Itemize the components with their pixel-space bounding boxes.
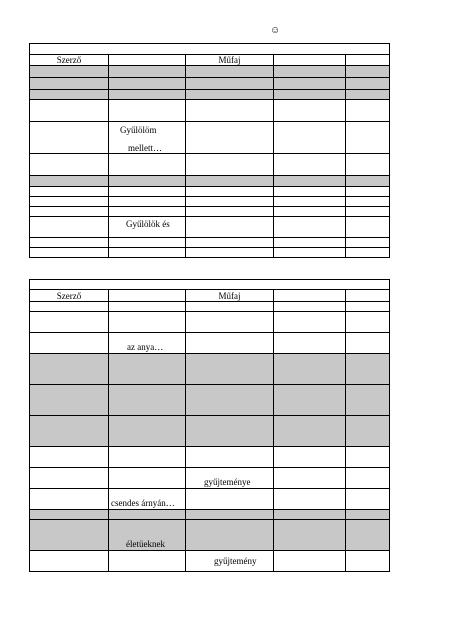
table-cell	[30, 354, 109, 385]
table-cell	[274, 78, 346, 90]
table-cell	[346, 510, 390, 520]
table-cell	[109, 312, 186, 333]
table-cell	[109, 100, 186, 122]
table-cell	[186, 447, 274, 468]
table-cell	[274, 248, 346, 258]
table-row	[30, 197, 390, 207]
table-row	[30, 78, 390, 90]
table-cell	[186, 154, 274, 176]
text-gyujtemeny: gyűjtemény	[214, 556, 257, 566]
table-row	[30, 100, 390, 122]
table-cell	[30, 207, 109, 217]
table-cell	[186, 100, 274, 122]
table-cell	[30, 78, 109, 90]
table-cell	[109, 90, 186, 100]
table-cell	[109, 154, 186, 176]
table-cell	[346, 333, 390, 354]
table-cell	[186, 187, 274, 197]
table-cell	[186, 176, 274, 187]
table-cell	[346, 302, 390, 312]
table-cell	[346, 154, 390, 176]
table-row	[30, 217, 390, 238]
table-cell	[30, 468, 109, 489]
table-row	[30, 551, 390, 572]
table-cell	[30, 520, 109, 551]
table-row	[30, 354, 390, 385]
table-cell	[186, 520, 274, 551]
text-gyulolok-es: Gyűlölök és	[126, 219, 170, 229]
table-cell	[274, 197, 346, 207]
table-cell	[109, 238, 186, 248]
table-cell	[30, 333, 109, 354]
table-row	[30, 468, 390, 489]
table-cell	[186, 416, 274, 447]
table-row	[30, 489, 390, 510]
table-cell	[109, 66, 186, 78]
table-cell	[274, 207, 346, 217]
table-cell	[346, 207, 390, 217]
table-cell	[30, 44, 390, 55]
table-title-row	[30, 280, 390, 290]
table-row	[30, 154, 390, 176]
table-row	[30, 510, 390, 520]
table-cell	[109, 197, 186, 207]
table-cell	[186, 510, 274, 520]
author-genre-table-2	[29, 279, 390, 572]
header-genre: Műfaj	[186, 290, 274, 302]
table-cell	[30, 187, 109, 197]
table-cell	[274, 416, 346, 447]
table-cell	[274, 302, 346, 312]
table-row	[30, 302, 390, 312]
table-cell	[346, 354, 390, 385]
table-row	[30, 248, 390, 258]
author-genre-table-1	[29, 43, 390, 258]
header-author: Szerző	[30, 290, 109, 302]
table-cell	[346, 447, 390, 468]
table-cell	[346, 489, 390, 510]
table-cell	[30, 385, 109, 416]
table-cell	[30, 489, 109, 510]
table-cell	[274, 385, 346, 416]
smiley-icon: ☺	[270, 25, 281, 36]
table-row	[30, 66, 390, 78]
table-header-row	[30, 290, 390, 302]
table-cell	[109, 290, 186, 302]
table-row	[30, 187, 390, 197]
table-cell	[109, 248, 186, 258]
table-cell	[274, 100, 346, 122]
table-cell	[186, 489, 274, 510]
table-cell	[186, 385, 274, 416]
table-cell	[274, 66, 346, 78]
table-cell	[109, 354, 186, 385]
table-cell	[274, 510, 346, 520]
table-cell	[30, 447, 109, 468]
table-cell	[274, 122, 346, 154]
text-az-anya: az anya…	[127, 342, 164, 352]
text-gyujtemenye: gyűjteménye	[204, 477, 251, 487]
table-cell	[346, 66, 390, 78]
table-cell	[109, 520, 186, 551]
table-cell	[274, 154, 346, 176]
table-cell	[109, 122, 186, 154]
table-cell	[30, 238, 109, 248]
table-cell	[30, 176, 109, 187]
table-cell	[30, 154, 109, 176]
table-cell	[109, 551, 186, 572]
table-cell	[274, 489, 346, 510]
table-cell	[186, 90, 274, 100]
table-cell	[186, 468, 274, 489]
table-cell	[186, 238, 274, 248]
table-cell	[109, 416, 186, 447]
table-cell	[109, 302, 186, 312]
text-eletueknek: életüeknek	[126, 539, 165, 549]
table-cell	[186, 302, 274, 312]
table-cell	[346, 238, 390, 248]
table-cell	[109, 333, 186, 354]
table-cell	[274, 90, 346, 100]
table-cell	[186, 551, 274, 572]
text-mellett: mellett…	[128, 143, 162, 153]
table-cell	[346, 248, 390, 258]
table-cell	[30, 551, 109, 572]
table-cell	[346, 197, 390, 207]
table-cell	[30, 100, 109, 122]
table-cell	[30, 312, 109, 333]
table-header-row	[30, 55, 390, 66]
text-csendes-arnyan: csendes árnyán…	[111, 498, 175, 508]
table-cell	[109, 468, 186, 489]
table-row	[30, 122, 390, 154]
table-row	[30, 520, 390, 551]
table-cell	[109, 176, 186, 187]
table-cell	[346, 78, 390, 90]
table-cell	[346, 176, 390, 187]
table-cell	[346, 416, 390, 447]
table-row	[30, 176, 390, 187]
table-cell	[186, 122, 274, 154]
table-cell	[346, 551, 390, 572]
table-cell	[346, 217, 390, 238]
table-cell	[109, 489, 186, 510]
table-cell	[30, 302, 109, 312]
table-cell	[274, 176, 346, 187]
table-cell	[274, 217, 346, 238]
table-cell	[346, 468, 390, 489]
table-cell	[274, 290, 346, 302]
table-row	[30, 90, 390, 100]
table-cell	[30, 217, 109, 238]
table-cell	[346, 55, 390, 66]
table-cell	[186, 333, 274, 354]
table-cell	[30, 197, 109, 207]
table-cell	[30, 416, 109, 447]
table-cell	[109, 187, 186, 197]
table-cell	[274, 238, 346, 248]
table-cell	[186, 248, 274, 258]
table-cell	[274, 520, 346, 551]
table-cell	[109, 447, 186, 468]
table-cell	[30, 248, 109, 258]
table-cell	[346, 187, 390, 197]
table-cell	[274, 468, 346, 489]
table-cell	[30, 510, 109, 520]
table-row	[30, 312, 390, 333]
table-row	[30, 207, 390, 217]
table-cell	[274, 187, 346, 197]
table-cell	[109, 510, 186, 520]
table-row	[30, 385, 390, 416]
table-cell	[109, 217, 186, 238]
table-cell	[274, 447, 346, 468]
table-cell	[346, 100, 390, 122]
table-cell	[109, 78, 186, 90]
table-cell	[346, 90, 390, 100]
table-cell	[346, 312, 390, 333]
table-cell	[274, 312, 346, 333]
table-cell	[186, 197, 274, 207]
table-cell	[109, 55, 186, 66]
table-row	[30, 416, 390, 447]
table-row	[30, 333, 390, 354]
table-cell	[186, 217, 274, 238]
table-cell	[346, 122, 390, 154]
table-cell	[186, 354, 274, 385]
table-cell	[346, 290, 390, 302]
table-cell	[30, 122, 109, 154]
table-cell	[274, 55, 346, 66]
table-cell	[274, 354, 346, 385]
table-cell	[109, 385, 186, 416]
table-cell	[346, 520, 390, 551]
table-cell	[30, 66, 109, 78]
table-cell	[30, 90, 109, 100]
header-genre: Műfaj	[186, 55, 274, 66]
text-gyulolom: Gyűlölöm	[120, 125, 157, 135]
table-cell	[186, 78, 274, 90]
table-cell	[186, 207, 274, 217]
table-title-row	[30, 44, 390, 55]
table-cell	[346, 385, 390, 416]
table-cell	[30, 280, 390, 290]
table-row	[30, 447, 390, 468]
header-author: Szerző	[30, 55, 109, 66]
table-cell	[274, 333, 346, 354]
table-cell	[186, 312, 274, 333]
table-cell	[186, 66, 274, 78]
table-cell	[274, 551, 346, 572]
table-row	[30, 238, 390, 248]
table-cell	[109, 207, 186, 217]
